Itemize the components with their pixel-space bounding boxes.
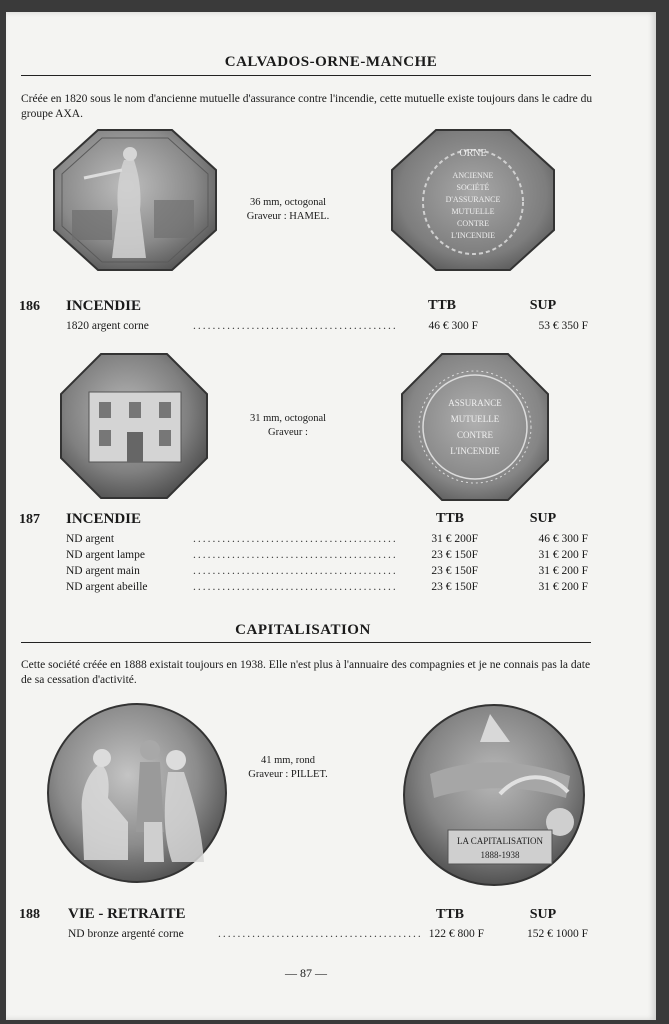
grade-sup-187: SUP [529, 511, 557, 526]
plaque-line-1: LA CAPITALISATION [456, 836, 544, 846]
price-row-187-0 [66, 531, 591, 547]
grade-ttb-186: TTB [427, 298, 456, 313]
lot-title-187: INCENDIE [66, 511, 142, 527]
row-price-sup: 152 € 1000 F [526, 928, 588, 940]
row-desc: ND argent lampe [66, 549, 145, 561]
medal-187-reverse [402, 354, 548, 500]
catalog-page [6, 12, 656, 1020]
lot-186-spec [228, 196, 348, 224]
row-desc: ND bronze argenté corne [68, 928, 184, 940]
price-row-187-3 [66, 579, 591, 595]
medal-187-obverse [61, 354, 207, 498]
reverse-187-text-3: L'INCENDIE [450, 446, 500, 456]
medal-186-reverse [392, 130, 554, 270]
medal-186-obverse [54, 130, 216, 270]
grade-ttb-188: TTB [435, 907, 464, 922]
price-row-186-0 [66, 318, 591, 334]
section-title-calvados: CALVADOS-ORNE-MANCHE [224, 54, 438, 70]
lot-188-size: 41 mm, rond [261, 755, 315, 766]
row-price-ttb: 31 € 200F [431, 533, 478, 545]
row-price-ttb: 46 € 300 F [428, 320, 478, 332]
lot-number-187: 187 [19, 512, 40, 527]
row-price-sup: 31 € 200 F [538, 565, 588, 577]
row-leader: .......................................... [218, 928, 423, 940]
page-number: — 87 — [285, 966, 327, 980]
lot-188-spec [228, 754, 348, 782]
lot-title-188: VIE - RETRAITE [68, 906, 186, 922]
row-price-sup: 31 € 200 F [538, 581, 588, 593]
reverse-186-text-4: MUTUELLE [451, 207, 495, 216]
lot-188-engraver: Graveur : PILLET. [248, 769, 328, 780]
section-intro-capitalisation: Cette société créée en 1888 existait toujours en 1938. Elle n'est plus à l'annuaire des compagnies et je ne connais pas la date de sa cessation d'activité. [21, 659, 591, 686]
lot-number-186: 186 [19, 299, 40, 314]
row-price-ttb: 23 € 150F [431, 581, 478, 593]
lot-number-188: 188 [19, 907, 40, 922]
reverse-186-text-6: L'INCENDIE [450, 231, 496, 240]
reverse-186-text-0: ORNE [459, 148, 487, 159]
reverse-187-text-2: CONTRE [457, 430, 493, 440]
row-desc: ND argent main [66, 565, 140, 577]
section-title-capitalisation: CAPITALISATION [235, 622, 371, 638]
section-rule [21, 642, 591, 643]
row-price-sup: 46 € 300 F [538, 533, 588, 545]
reverse-186-text-1: ANCIENNE [452, 171, 494, 180]
lot-187-engraver: Graveur : [268, 427, 308, 438]
section-rule [21, 75, 591, 76]
reverse-186-text-2: SOCIÉTÉ [456, 183, 490, 192]
price-row-188-0 [68, 926, 593, 942]
grade-sup-186: SUP [529, 298, 557, 313]
lot-187-size: 31 mm, octogonal [249, 413, 327, 424]
reverse-186-text-3: D'ASSURANCE [445, 195, 501, 204]
row-desc: 1820 argent corne [66, 320, 149, 332]
reverse-187-text-1: MUTUELLE [450, 414, 500, 424]
row-price-sup: 31 € 200 F [538, 549, 588, 561]
row-desc: ND argent [66, 533, 115, 545]
plaque-line-2: 1888-1938 [480, 850, 520, 860]
section-intro-calvados: Créée en 1820 sous le nom d'ancienne mutuelle d'assurance contre l'incendie, cette mutuelle existe toujours dans le cadre du groupe AXA. [21, 93, 593, 120]
reverse-187-text-0: ASSURANCE [448, 398, 502, 408]
lot-186-engraver: Graveur : HAMEL. [246, 211, 330, 222]
reverse-186-text-5: CONTRE [457, 219, 489, 228]
grade-sup-188: SUP [529, 907, 557, 922]
price-row-187-2 [66, 563, 591, 579]
lot-187-spec [228, 412, 348, 440]
lot-186-size: 36 mm, octogonal [249, 197, 327, 208]
row-price-ttb: 122 € 800 F [428, 928, 484, 940]
row-leader: .......................................... [193, 581, 398, 593]
row-leader: .......................................... [193, 320, 398, 332]
row-leader: .......................................... [193, 565, 398, 577]
row-leader: .......................................... [193, 549, 398, 561]
row-desc: ND argent abeille [66, 581, 148, 593]
row-leader: .......................................... [193, 533, 398, 545]
grade-ttb-187: TTB [435, 511, 464, 526]
row-price-ttb: 23 € 150F [431, 565, 478, 577]
row-price-ttb: 23 € 150F [431, 549, 478, 561]
medal-188-reverse [400, 702, 588, 888]
medal-188-obverse [44, 702, 230, 884]
row-price-sup: 53 € 350 F [538, 320, 588, 332]
price-row-187-1 [66, 547, 591, 563]
lot-title-186: INCENDIE [66, 298, 142, 314]
